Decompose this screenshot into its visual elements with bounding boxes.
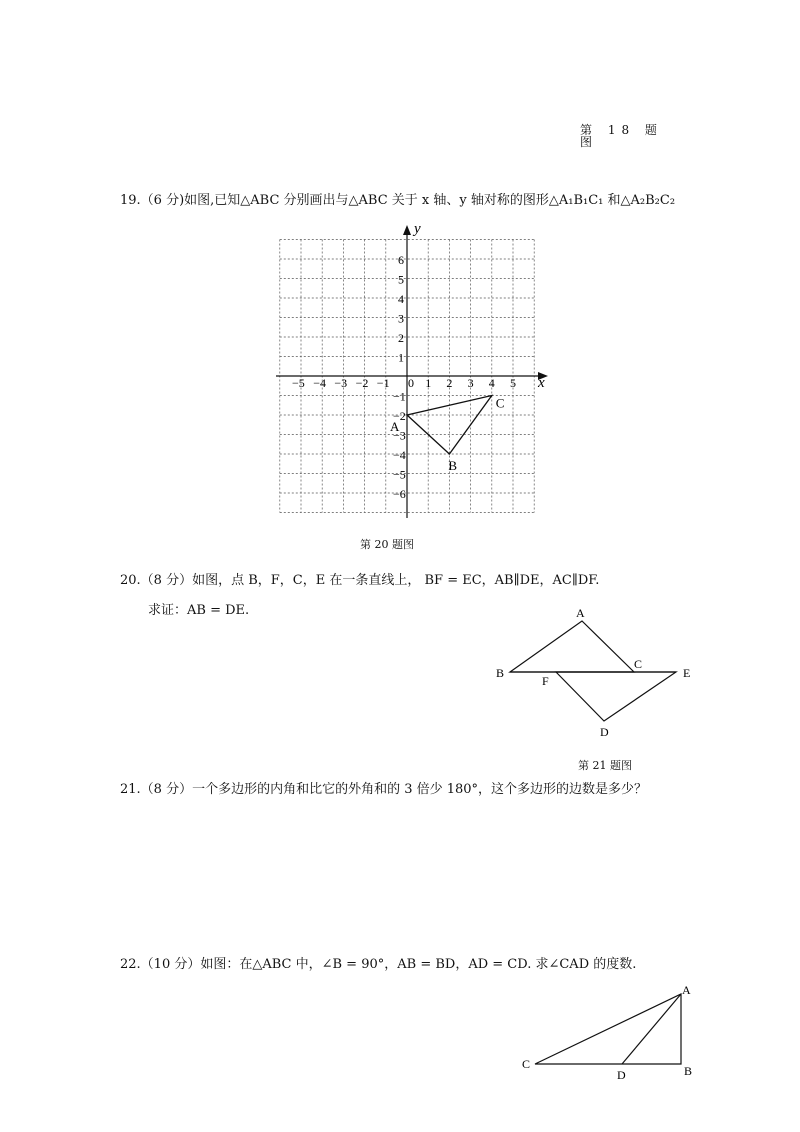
label-b: B (684, 1064, 693, 1078)
y-tick-label: 5 (398, 272, 404, 287)
figure-21-caption: 第 21 题图 (578, 759, 632, 772)
coordinate-grid-figure (270, 218, 560, 520)
triangle-def-fig21 (556, 672, 676, 721)
label-f: F (542, 674, 549, 688)
point-c-label: C (495, 395, 505, 411)
x-tick-label: −3 (334, 376, 348, 390)
point-b-label: B (448, 458, 458, 473)
question-22-text: 22.（10 分）如图：在△ABC 中，∠B = 90°，AB = BD，AD = CD. 求∠CAD 的度数. (120, 957, 637, 972)
x-axis-label: x (538, 375, 545, 391)
label-a: A (576, 606, 585, 620)
y-tick-label: 3 (398, 311, 404, 326)
label-e: E (683, 666, 691, 680)
question-20-text: 20.（8 分）如图，点 B，F，C，E 在一条直线上， BF = EC，AB∥DE，AC∥DF. (120, 573, 600, 588)
figure-21-diagram (490, 600, 700, 745)
y-tick-label: 6 (398, 253, 404, 267)
y-tick-label: 2 (398, 331, 404, 345)
y-tick-label: 4 (398, 292, 404, 306)
triangle-abc-fig22 (535, 994, 681, 1064)
y-tick-label: −3 (393, 428, 406, 443)
x-tick-label: −2 (355, 376, 369, 390)
triangle-abc-fig21 (510, 621, 634, 672)
y-tick-label: −6 (393, 487, 406, 501)
label-c: C (522, 1057, 531, 1071)
label-d: D (600, 725, 609, 739)
y-tick-label: −2 (393, 409, 406, 423)
label-b: B (496, 666, 505, 680)
y-tick-label: 1 (398, 350, 404, 365)
label-c: C (634, 657, 643, 671)
figure-20-caption: 第 20 题图 (360, 538, 414, 551)
y-tick-label: −4 (393, 448, 406, 462)
x-tick-label: −4 (313, 376, 326, 390)
x-tick-label: 1 (425, 376, 432, 390)
x-tick-label: −1 (376, 376, 390, 390)
x-tick-label: −5 (292, 376, 305, 390)
figure-18-caption: 第 18 题 (580, 123, 663, 137)
segment-ad (622, 994, 681, 1064)
y-axis-label: y (414, 221, 421, 237)
y-axis-arrow (403, 225, 411, 235)
x-tick-label: 3 (467, 376, 474, 390)
figure-22-diagram (515, 978, 700, 1080)
question-20-proof: 求证：AB = DE. (148, 603, 250, 618)
x-tick-label: 2 (446, 376, 453, 390)
origin-label: 0 (408, 376, 414, 390)
label-a: A (682, 983, 691, 997)
question-21-text: 21.（8 分）一个多边形的内角和比它的外角和的 3 倍少 180°，这个多边形的边数是多少？ (120, 782, 648, 797)
point-a-label: A (390, 419, 400, 434)
figure-18-caption-cut: 图 (580, 135, 599, 149)
label-d: D (617, 1068, 626, 1082)
question-19-text: 19.（6 分)如图,已知△ABC 分别画出与△ABC 关于 x 轴、y 轴对称的图形△A₁B₁C₁ 和△A₂B₂C₂ (120, 193, 676, 208)
x-tick-label: 5 (510, 376, 516, 390)
y-tick-label: −5 (393, 467, 406, 482)
y-tick-label: −1 (393, 389, 406, 404)
x-tick-label: 4 (488, 376, 495, 390)
